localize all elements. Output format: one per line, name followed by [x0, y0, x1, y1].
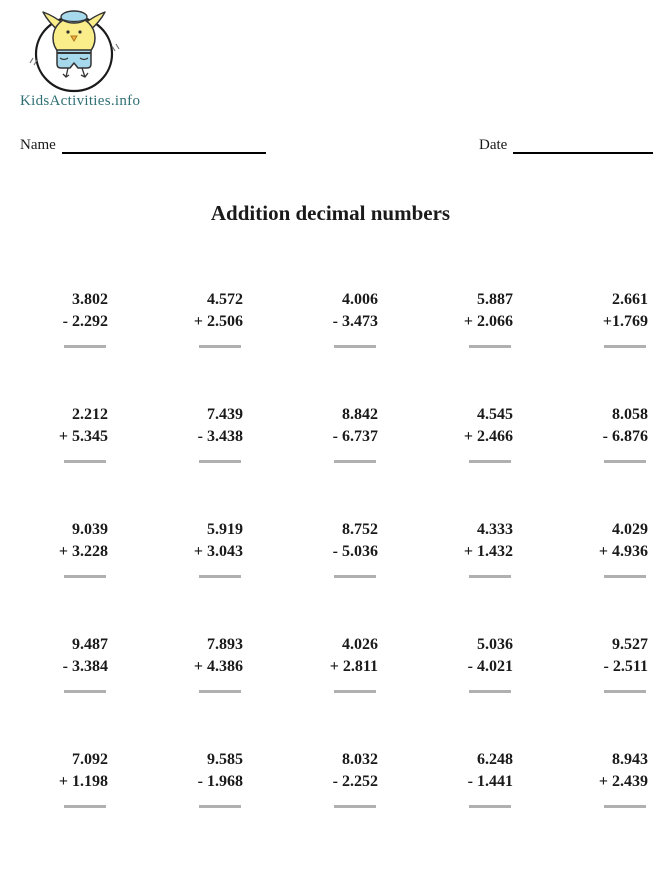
answer-line: [469, 575, 511, 578]
problem-top-number: 7.893: [207, 636, 243, 653]
answer-line: [604, 690, 646, 693]
problem-second-line: - 3.438: [197, 428, 243, 445]
problem: [603, 404, 648, 463]
problem-second-line: - 2.511: [603, 658, 648, 675]
problem-second-line: + 1.432: [463, 543, 513, 560]
problem: [464, 519, 513, 578]
problem: [603, 289, 648, 348]
problem-top-number: 4.006: [342, 291, 378, 308]
problem-top-number: 7.092: [72, 751, 108, 768]
problem-second-line: - 2.252: [332, 773, 378, 790]
problem: [599, 519, 648, 578]
problem-second-line: - 3.384: [62, 658, 108, 675]
answer-line: [334, 805, 376, 808]
date-label: Date: [479, 137, 508, 153]
problem-top-number: 8.058: [612, 406, 648, 423]
answer-line: [64, 805, 106, 808]
problem-second-line: + 2.439: [598, 773, 648, 790]
problem-top-number: 8.943: [612, 751, 648, 768]
problem-top-number: 6.248: [477, 751, 513, 768]
name-field-row: [20, 136, 266, 154]
answer-line: [199, 460, 241, 463]
problem-second-line: - 4.021: [467, 658, 513, 675]
problem: [464, 404, 513, 463]
answer-line: [604, 345, 646, 348]
problem-second-line: + 4.386: [193, 658, 243, 675]
problem-second-line: + 2.466: [463, 428, 513, 445]
answer-line: [64, 690, 106, 693]
problem: [63, 634, 108, 693]
answer-line: [469, 460, 511, 463]
answer-line: [199, 690, 241, 693]
problem: [63, 289, 108, 348]
answer-line: [64, 575, 106, 578]
answer-line: [334, 690, 376, 693]
problem: [198, 749, 243, 808]
problem-top-number: 8.752: [342, 521, 378, 538]
problem: [604, 634, 648, 693]
problem: [468, 634, 513, 693]
problem-second-line: + 2.811: [329, 658, 378, 675]
problem-second-line: + 3.043: [193, 543, 243, 560]
answer-line: [199, 575, 241, 578]
answer-line: [604, 805, 646, 808]
problem-top-number: 8.032: [342, 751, 378, 768]
problem-top-number: 9.039: [72, 521, 108, 538]
problem-second-line: + 5.345: [58, 428, 108, 445]
problem-second-line: + 3.228: [58, 543, 108, 560]
problem-top-number: 5.036: [477, 636, 513, 653]
problem-top-number: 4.545: [477, 406, 513, 423]
problem-second-line: + 1.198: [58, 773, 108, 790]
problem: [468, 749, 513, 808]
brand-text: KidsActivities.info: [20, 93, 141, 109]
date-field-row: [479, 136, 653, 154]
problem-top-number: 9.487: [72, 636, 108, 653]
answer-line: [469, 805, 511, 808]
answer-line: [64, 345, 106, 348]
problem-top-number: 5.919: [207, 521, 243, 538]
problem: [599, 749, 648, 808]
problem-top-number: 5.887: [477, 291, 513, 308]
problem: [59, 749, 108, 808]
problem-second-line: + 4.936: [598, 543, 648, 560]
problem: [330, 634, 378, 693]
problem-second-line: - 1.441: [467, 773, 513, 790]
problem-second-line: - 5.036: [332, 543, 378, 560]
problem: [194, 519, 243, 578]
jump-rope-chick-logo-icon: [26, 2, 122, 94]
answer-line: [334, 575, 376, 578]
problem-second-line: - 1.968: [197, 773, 243, 790]
problem: [59, 404, 108, 463]
problem-top-number: 4.333: [477, 521, 513, 538]
name-blank-line: [62, 136, 266, 154]
problem-second-line: - 6.737: [332, 428, 378, 445]
problem-top-number: 4.026: [342, 636, 378, 653]
problem-second-line: - 2.292: [62, 313, 108, 330]
problem: [194, 634, 243, 693]
problem-top-number: 7.439: [207, 406, 243, 423]
problem-top-number: 3.802: [72, 291, 108, 308]
problem-top-number: 4.572: [207, 291, 243, 308]
problem-top-number: 2.661: [612, 291, 648, 308]
answer-line: [199, 805, 241, 808]
answer-line: [604, 575, 646, 578]
problem-top-number: 4.029: [612, 521, 648, 538]
problem-top-number: 9.585: [207, 751, 243, 768]
problem-second-line: - 6.876: [602, 428, 648, 445]
date-blank-line: [513, 136, 653, 154]
problem-second-line: + 2.066: [463, 313, 513, 330]
problem-top-number: 2.212: [72, 406, 108, 423]
problem-second-line: + 2.506: [193, 313, 243, 330]
answer-line: [469, 690, 511, 693]
problem: [333, 519, 378, 578]
answer-line: [64, 460, 106, 463]
problem: [464, 289, 513, 348]
answer-line: [334, 345, 376, 348]
problem-second-line: - 3.473: [332, 313, 378, 330]
problem: [333, 749, 378, 808]
problem: [59, 519, 108, 578]
answer-line: [469, 345, 511, 348]
problem: [333, 289, 378, 348]
problem: [333, 404, 378, 463]
problem-top-number: 8.842: [342, 406, 378, 423]
problem-second-line: +1.769: [602, 313, 648, 330]
answer-line: [199, 345, 241, 348]
answer-line: [604, 460, 646, 463]
page-title: Addition decimal numbers: [210, 201, 451, 225]
answer-line: [334, 460, 376, 463]
problem: [198, 404, 243, 463]
name-label: Name: [20, 137, 56, 153]
problem-top-number: 9.527: [612, 636, 648, 653]
problems-grid: [20, 289, 648, 864]
problem: [194, 289, 243, 348]
